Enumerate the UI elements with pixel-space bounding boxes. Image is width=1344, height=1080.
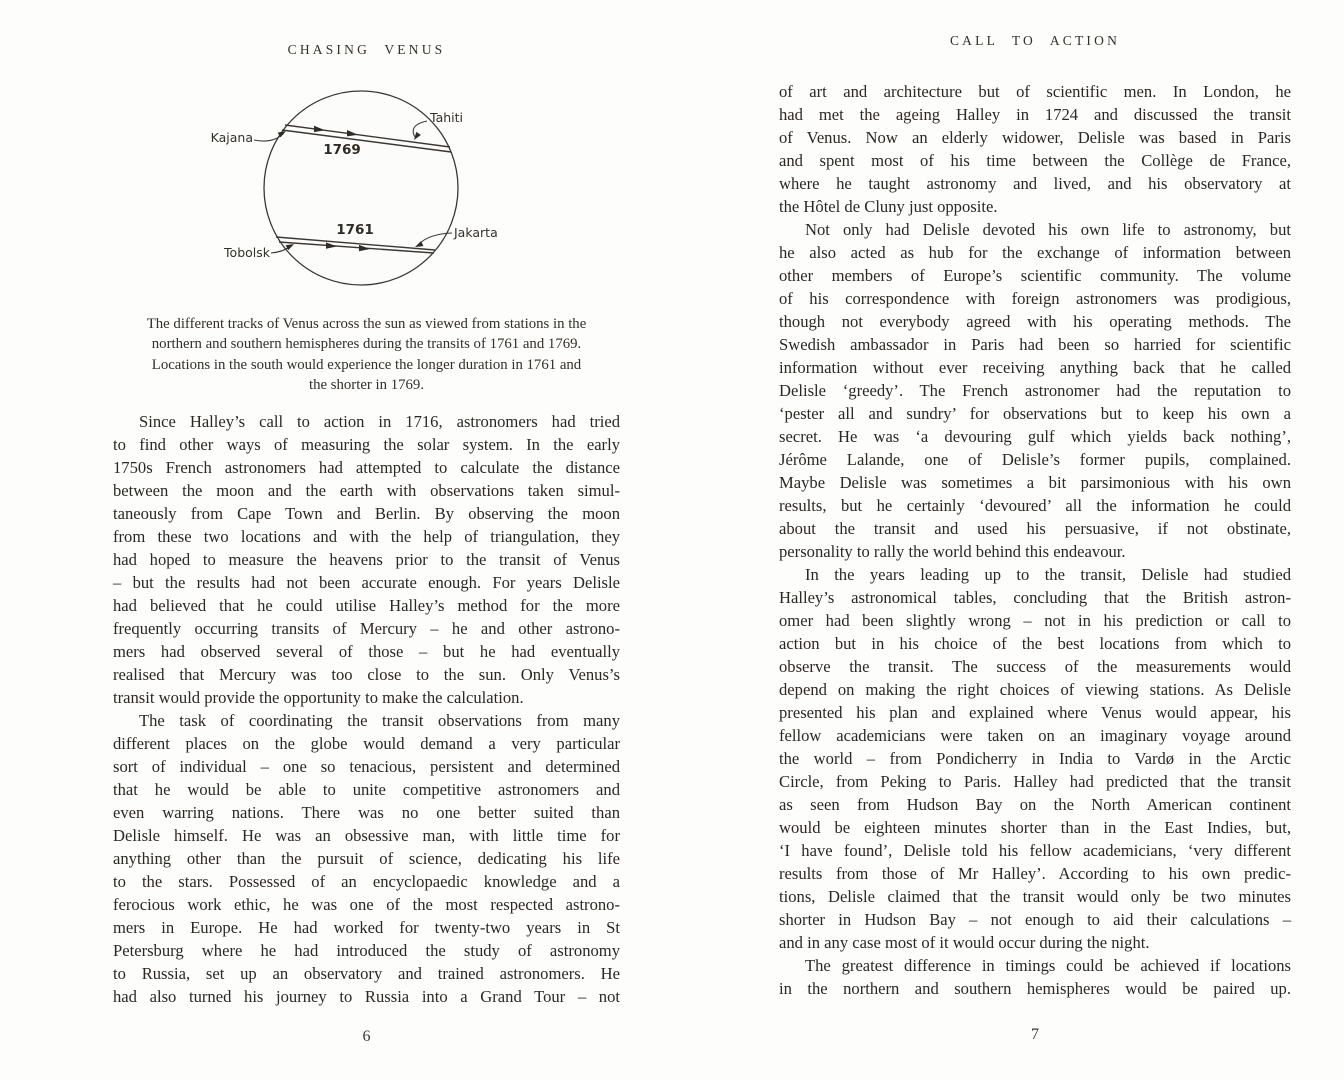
text-line: secret. He was ‘a devouring gulf which yields back nothing’, bbox=[779, 427, 1291, 446]
text-line: to find other ways of measuring the solar system. In the early bbox=[113, 435, 620, 454]
right-page bbox=[672, 0, 1344, 1080]
text-line: Not only had Delisle devoted his own life to astronomy, but bbox=[805, 220, 1291, 239]
text-line: 1750s French astronomers had attempted to calculate the distance bbox=[113, 458, 620, 477]
caption-line: the shorter in 1769. bbox=[308, 376, 425, 393]
station-label-jakarta: Jakarta bbox=[454, 225, 498, 240]
text-line: he also acted as hub for the exchange of information between bbox=[779, 243, 1291, 262]
text-line: of Venus. Now an elderly widower, Delisle was based in Paris bbox=[779, 128, 1291, 147]
text-line: about the transit and used his persuasive, if not obstinate, bbox=[779, 519, 1291, 538]
text-line: to Russia, set up an observatory and trained astronomers. He bbox=[113, 964, 620, 983]
text-line: mers had observed several of those – but he had eventually bbox=[113, 642, 620, 661]
text-line: ‘I have found’, Delisle told his fellow academicians, ‘very different bbox=[779, 841, 1291, 860]
text-line: shorter in Hudson Bay – not enough to aid their calculations – bbox=[779, 910, 1291, 929]
text-line: Circle, from Peking to Paris. Halley had predicted that the transit bbox=[779, 772, 1291, 791]
text-line: Halley’s astronomical tables, concluding that the British astron- bbox=[779, 588, 1291, 607]
text-line: as seen from Hudson Bay on the North American continent bbox=[779, 795, 1291, 814]
text-line: in the northern and southern hemispheres would be paired up. bbox=[779, 979, 1291, 998]
body-text-right bbox=[779, 80, 1291, 1000]
year-label-1769: 1769 bbox=[323, 142, 361, 158]
text-line: of his correspondence with foreign astronomers was prodigious, bbox=[779, 289, 1291, 308]
text-line: different places on the globe would demand a very particular bbox=[113, 734, 620, 753]
text-line: observe the transit. The success of the measurements would bbox=[779, 657, 1291, 676]
running-head-left: CHASING VENUS bbox=[287, 42, 446, 57]
year-label-1761: 1761 bbox=[336, 222, 374, 238]
caption-line: northern and southern hemispheres during the transits of 1761 and 1769. bbox=[151, 336, 582, 353]
caption-line: The different tracks of Venus across the sun as viewed from stations in the bbox=[146, 316, 587, 332]
text-line: and spent most of his time between the Collège de France, bbox=[779, 151, 1291, 170]
sun-circle bbox=[264, 91, 458, 285]
text-line: had believed that he could utilise Halley’s method for the more bbox=[113, 596, 620, 615]
text-line: ‘pester all and sundry’ for observations but to keep his own a bbox=[779, 404, 1291, 423]
text-line: Maybe Delisle was sometimes a bit parsimonious with his own bbox=[779, 473, 1291, 492]
text-line: other members of Europe’s scientific community. The volume bbox=[779, 266, 1291, 285]
transit-diagram-svg bbox=[113, 84, 623, 306]
text-line: and in any case most of it would occur during the night. bbox=[779, 933, 1150, 952]
text-line: taneously from Cape Town and Berlin. By observing the moon bbox=[113, 504, 620, 523]
text-line: Jérôme Lalande, one of Delisle’s former pupils, complained. bbox=[779, 450, 1291, 469]
caption-line: Locations in the south would experience the longer duration in 1761 and bbox=[151, 356, 582, 373]
text-line: the Hôtel de Cluny just opposite. bbox=[779, 197, 998, 216]
text-line: – but the results had not been accurate enough. For years Delisle bbox=[113, 573, 620, 592]
text-line: though not everybody agreed with his operating methods. The bbox=[779, 312, 1291, 331]
text-line: sort of individual – one so tenacious, persistent and determined bbox=[113, 757, 620, 776]
paragraph bbox=[113, 709, 620, 1008]
text-line: In the years leading up to the transit, Delisle had studied bbox=[805, 565, 1291, 584]
text-line: action but in his choice of the best locations from which to bbox=[779, 634, 1291, 653]
text-line: between the moon and the earth with observations taken simul- bbox=[113, 481, 620, 500]
text-line: Since Halley’s call to action in 1716, astronomers had tried bbox=[139, 412, 620, 431]
text-line: the world – from Pondicherry in India to Vardø in the Arctic bbox=[779, 749, 1291, 768]
text-line: presented his plan and explained where Venus would appear, his bbox=[779, 703, 1291, 722]
station-label-kajana: Kajana bbox=[210, 130, 253, 145]
text-line: depend on making the right choices of viewing stations. As Delisle bbox=[779, 680, 1291, 699]
page-number-left: 6 bbox=[362, 1028, 371, 1045]
text-line: anything other than the pursuit of science, dedicating his life bbox=[113, 849, 620, 868]
text-line: Petersburg where he had introduced the study of astronomy bbox=[113, 941, 620, 960]
text-line: that he would be able to unite competitive astronomers and bbox=[113, 780, 620, 799]
text-line: omer had been slightly wrong – not in his prediction or call to bbox=[779, 611, 1291, 630]
running-head-right: CALL TO ACTION bbox=[949, 33, 1121, 48]
page-number-right: 7 bbox=[1031, 1026, 1039, 1043]
text-line: tions, Delisle claimed that the transit would only be two minutes bbox=[779, 887, 1291, 906]
text-line: results, but he certainly ‘devoured’ all the information he could bbox=[779, 496, 1291, 515]
paragraph bbox=[779, 954, 1291, 1000]
text-line: frequently occurring transits of Mercury – he and other astrono- bbox=[113, 619, 620, 638]
text-line: mers in Europe. He had worked for twenty-two years in St bbox=[113, 918, 620, 937]
text-line: ferocious work ethic, he was one of the most respected astrono- bbox=[113, 895, 620, 914]
body-text-left bbox=[113, 410, 620, 1008]
transit-diagram bbox=[113, 84, 623, 306]
station-label-tobolsk: Tobolsk bbox=[224, 245, 270, 260]
text-line: information without ever receiving anything back that he called bbox=[779, 358, 1291, 377]
text-line: Swedish ambassador in Paris had been so harried for scientific bbox=[779, 335, 1291, 354]
paragraph bbox=[779, 218, 1291, 563]
text-line: realised that Mercury was too close to the sun. Only Venus’s bbox=[113, 665, 620, 684]
text-line: from these two locations and with the help of triangulation, they bbox=[113, 527, 620, 546]
text-line: to the stars. Possessed of an encyclopaedic knowledge and a bbox=[113, 872, 620, 891]
text-line: transit would provide the opportunity to make the calculation. bbox=[113, 688, 524, 707]
text-line: Delisle ‘greedy’. The French astronomer had the reputation to bbox=[779, 381, 1291, 400]
text-line: even warring nations. There was no one better suited than bbox=[113, 803, 620, 822]
text-line: had hoped to measure the heavens prior to the transit of Venus bbox=[113, 550, 620, 569]
station-label-tahiti: Tahiti bbox=[430, 110, 463, 125]
figure-caption bbox=[113, 314, 620, 395]
text-line: personality to rally the world behind this endeavour. bbox=[779, 542, 1126, 561]
text-line: results from those of Mr Halley’. According to his own predic- bbox=[779, 864, 1291, 883]
paragraph bbox=[779, 80, 1291, 218]
text-line: where he taught astronomy and lived, and his observatory at bbox=[779, 174, 1291, 193]
text-line: had met the ageing Halley in 1724 and discussed the transit bbox=[779, 105, 1291, 124]
text-line: The task of coordinating the transit observations from many bbox=[139, 711, 620, 730]
text-line: would be eighteen minutes shorter than in the East Indies, but, bbox=[779, 818, 1291, 837]
text-line: Delisle himself. He was an obsessive man, with little time for bbox=[113, 826, 620, 845]
text-line: of art and architecture but of scientific men. In London, he bbox=[779, 82, 1291, 101]
text-line: had also turned his journey to Russia into a Grand Tour – not bbox=[113, 987, 620, 1006]
text-line: The greatest difference in timings could be achieved if locations bbox=[805, 956, 1291, 975]
paragraph bbox=[113, 410, 620, 709]
text-line: fellow academicians were taken on an imaginary voyage around bbox=[779, 726, 1291, 745]
paragraph bbox=[779, 563, 1291, 954]
